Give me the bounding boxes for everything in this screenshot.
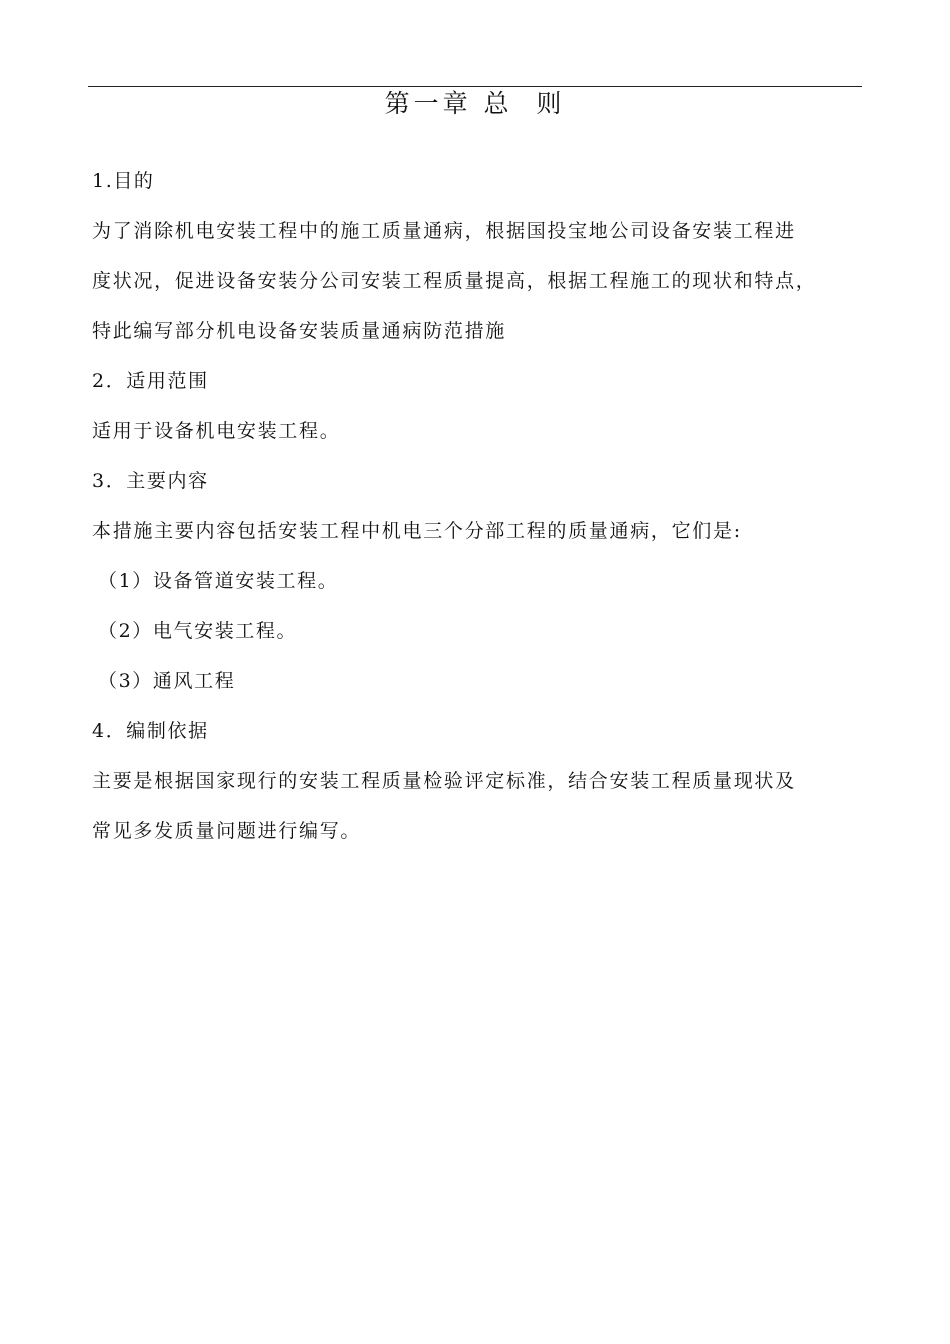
content-list-item-3: （3）通风工程 xyxy=(98,670,236,692)
content-list-item-2: （2）电气安装工程。 xyxy=(98,620,298,642)
purpose-paragraph-line-3: 特此编写部分机电设备安装质量通病防范措施 xyxy=(92,320,507,342)
chapter-title: 第一章 总 则 xyxy=(384,89,566,118)
purpose-paragraph-line-2: 度状况，促进设备安装分公司安装工程质量提高，根据工程施工的现状和特点， xyxy=(92,270,817,292)
scope-paragraph: 适用于设备机电安装工程。 xyxy=(92,420,341,442)
document-body xyxy=(92,165,864,865)
content-intro-paragraph: 本措施主要内容包括安装工程中机电三个分部工程的质量通病，它们是: xyxy=(92,520,742,542)
basis-paragraph-line-1: 主要是根据国家现行的安装工程质量检验评定标准，结合安装工程质量现状及 xyxy=(92,770,796,792)
section-heading-scope: 2．适用范围 xyxy=(92,370,209,392)
section-heading-content: 3．主要内容 xyxy=(92,470,209,492)
section-heading-basis: 4．编制依据 xyxy=(92,720,209,742)
content-list-item-1: （1）设备管道安装工程。 xyxy=(98,570,339,592)
section-heading-purpose: 1.目的 xyxy=(92,170,155,192)
purpose-paragraph-line-1: 为了消除机电安装工程中的施工质量通病，根据国投宝地公司设备安装工程进 xyxy=(92,220,796,242)
basis-paragraph-line-2: 常见多发质量问题进行编写。 xyxy=(92,820,362,842)
